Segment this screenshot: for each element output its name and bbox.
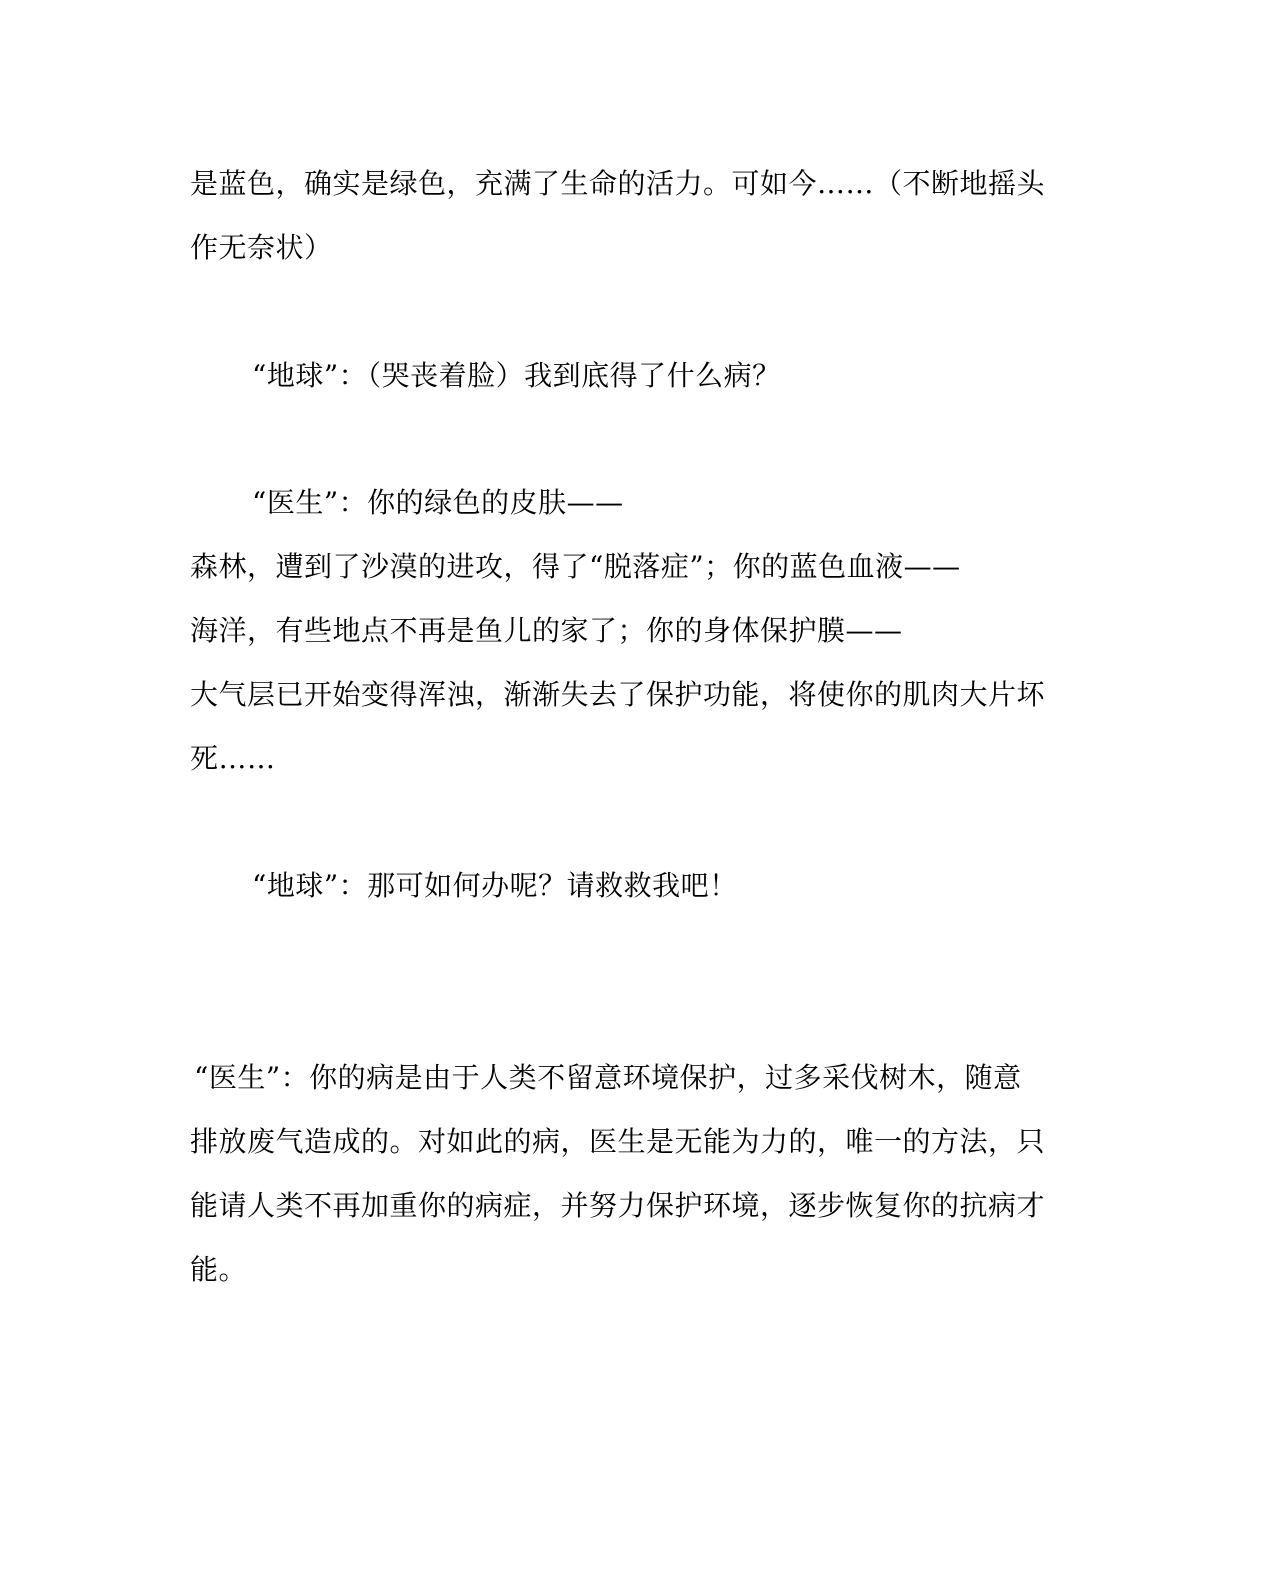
text-line: 是蓝色，确实是绿色，充满了生命的活力。可如今……（不断地摇头 — [190, 167, 1046, 200]
text-line: 死…… — [190, 742, 276, 775]
text-line: 海洋，有些地点不再是鱼儿的家了；你的身体保护膜—— — [190, 614, 903, 647]
text-line: 能。 — [190, 1253, 248, 1286]
dialogue-line-doctor: “医生”：你的绿色的皮肤—— — [252, 486, 624, 519]
dialogue-line-doctor: “医生”：你的病是由于人类不留意环境保护，过多采伐树木，随意 — [194, 1061, 1022, 1094]
text-line: 排放废气造成的。对如此的病，医生是无能为力的，唯一的方法，只 — [190, 1125, 1046, 1158]
dialogue-line-earth: “地球”：（哭丧着脸）我到底得了什么病？ — [252, 359, 781, 392]
text-line: 作无奈状） — [190, 231, 333, 264]
text-line: 森林，遭到了沙漠的进攻，得了“脱落症”；你的蓝色血液—— — [190, 550, 961, 583]
dialogue-line-earth: “地球”：那可如何办呢？请救救我吧！ — [252, 869, 738, 902]
text-line: 大气层已开始变得浑浊，渐渐失去了保护功能，将使你的肌肉大片坏 — [190, 678, 1046, 711]
text-line: 能请人类不再加重你的病症，并努力保护环境，逐步恢复你的抗病才 — [190, 1189, 1046, 1222]
